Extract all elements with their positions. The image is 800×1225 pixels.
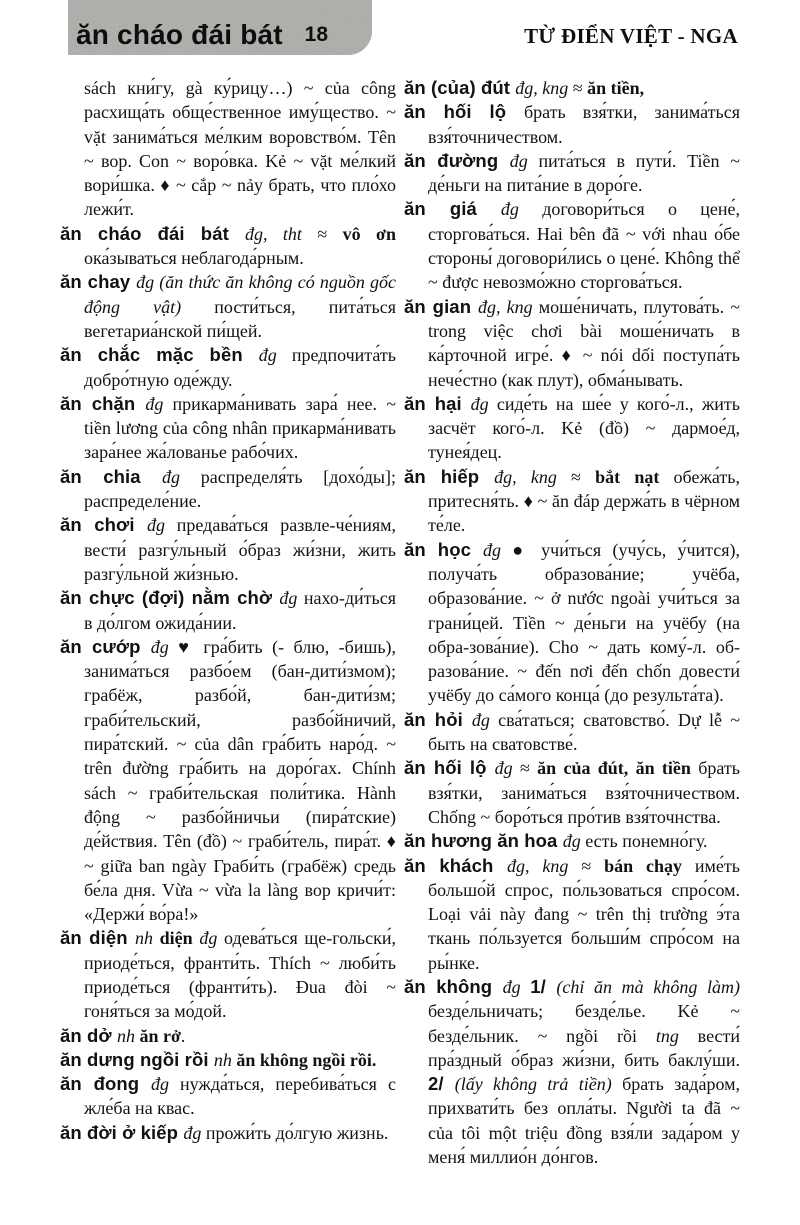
running-head <box>0 0 800 56</box>
headword: ăn chơi <box>60 514 148 536</box>
entry-text: предпочита́ть добро́тную оде́жду. <box>84 345 396 390</box>
headword: ăn hại <box>404 392 471 414</box>
entry-text: пости́ться, пита́ться вегетариа́нской пи́щей. <box>84 296 396 341</box>
dictionary-title: TỪ ĐIỂN VIỆT - NGA <box>524 24 738 48</box>
entry-text: пита́ться в пути́. Tiền ~ де́ньги на пита́ние в доро́ге. <box>428 150 740 196</box>
headword: ăn hương ăn hoa <box>404 830 563 852</box>
dictionary-entry <box>404 756 740 829</box>
grammar-label: đg <box>502 976 531 997</box>
dictionary-entry <box>404 465 740 538</box>
grammar-label: đg <box>500 199 543 220</box>
headword: 1/ <box>530 975 557 997</box>
entry-text: прикарма́нивать зара́ нее. ~ tiền lương của công nhân прикарма́нивать зара́нее жа́лованье рабо́чих. <box>84 393 397 463</box>
grammar-label: nh <box>213 1049 237 1070</box>
dictionary-entry <box>60 586 396 635</box>
headword: ăn khách <box>404 854 508 876</box>
dictionary-entry <box>404 76 740 100</box>
grammar-label: đg <box>258 345 292 366</box>
grammar-label: (chỉ ăn mà không làm) <box>556 976 741 997</box>
entry-text: ≈ <box>317 223 343 244</box>
dictionary-entry <box>404 538 740 708</box>
dictionary-entry <box>60 392 396 465</box>
grammar-label: đg <box>562 831 586 852</box>
left-column <box>60 76 396 1169</box>
entry-text: нужда́ться, перебива́ться с жле́ба на квас. <box>84 1074 396 1119</box>
headword: ăn chực (đợi) nằm chờ <box>60 587 280 609</box>
grammar-label: (lấy không trả tiền) <box>454 1074 623 1095</box>
cross-reference: vô ơn <box>342 223 396 244</box>
dictionary-entry <box>60 1072 396 1121</box>
grammar-label: đg (ăn thức ăn không có nguồn gốc động vật) <box>84 272 396 317</box>
dictionary-entry <box>404 100 740 149</box>
entry-text: ● учи́ться (учу́сь, у́чится), получа́ть образова́ние; учёба, образова́ние. ~ ở nước ngoài учи́ться за грани́цей. Tiền ~ де́ньги на учёбу (на обра-зова́ние). Cho ~ дать кому́-л. об-разова́ние. ~ đến nơi đến chốn довести́ учёбу до са́мого конца́ (до результа́та). <box>428 539 740 706</box>
headword: ăn đường <box>404 149 510 171</box>
entry-text: брать взя́тки, занима́ться взя́точничеством. <box>428 102 740 147</box>
cross-reference: bắt nạt <box>595 466 674 487</box>
grammar-label: đg <box>147 515 177 536</box>
entry-text: . <box>180 1025 186 1046</box>
grammar-label: nh <box>135 928 160 949</box>
entry-text: моше́ничать, плутова́ть. ~ trong việc chơi bài моше́ничать в ка́рточной игре́. ♦ ~ nói dối поступа́ть нече́стно (как плут), обма́нывать. <box>428 296 740 390</box>
headword: ăn chia <box>60 465 163 487</box>
dictionary-entry <box>60 465 396 514</box>
cross-reference: diện <box>159 928 200 949</box>
right-column <box>404 76 740 1169</box>
grammar-label: đg <box>494 758 520 779</box>
cross-reference: ăn tiền, <box>587 78 645 98</box>
guide-word: ăn cháo đái bát <box>76 19 283 50</box>
grammar-label: đg <box>279 588 304 609</box>
entry-text: сиде́ть на ше́е у кого́-л., жить засчёт кого́-л. Kẻ (đồ) ~ дармое́д, тунея́дец. <box>428 393 740 463</box>
dictionary-entry <box>404 295 740 392</box>
entry-text: есть понемно́гу. <box>585 831 708 852</box>
dictionary-entry <box>60 270 396 343</box>
dictionary-entry <box>60 513 396 586</box>
headword: ăn chặn <box>60 392 146 414</box>
headword: ăn diện <box>60 927 136 949</box>
headword: ăn chay <box>60 271 137 293</box>
grammar-label: tng <box>655 1025 698 1046</box>
dictionary-entry <box>60 222 396 271</box>
dictionary-entry <box>60 1024 396 1048</box>
entry-text: вести́ пра́здный о́браз жи́зни, бить баклу́ши. <box>428 1025 740 1070</box>
page-number: 18 <box>304 23 328 46</box>
dictionary-entry <box>404 708 740 757</box>
headword: ăn hối lộ <box>404 757 495 779</box>
grammar-label: đg <box>162 466 201 487</box>
entry-text: име́ть большо́й спрос, по́льзоваться спро́сом. Loại vải này đang ~ trên thị trường э́та ткань по́льзуется больши́м спро́сом на ры́нке. <box>428 855 740 973</box>
grammar-label: đg, kng <box>477 296 539 317</box>
grammar-label: đg <box>183 1122 206 1143</box>
dictionary-entry <box>404 149 740 198</box>
headword: ăn cháo đái bát <box>60 222 246 244</box>
entry-text: распределя́ть [дохо́ды]; распределе́ние. <box>84 466 397 512</box>
dictionary-entry <box>60 926 396 1023</box>
dictionary-entry <box>404 975 740 1169</box>
headword: ăn hỏi <box>404 708 472 730</box>
headword: ăn đong <box>60 1073 151 1095</box>
grammar-label: đg <box>470 393 497 414</box>
headword: ăn không <box>404 975 503 997</box>
cross-reference: ăn của đút, ăn tiền <box>537 758 699 779</box>
grammar-label: đg <box>150 1074 181 1095</box>
headword: ăn cướp <box>60 635 151 657</box>
grammar-label: đg <box>199 928 224 949</box>
dictionary-entry <box>404 854 740 975</box>
entry-text: обежа́ть, притесня́ть. ♦ ~ ăn đáp держа́ть в чёрном те́ле. <box>428 466 740 536</box>
headword: ăn giá <box>404 198 501 220</box>
entry-text: брать взя́тки, занима́ться взя́точничеством. Chống ~ боро́ться про́тив взя́точнства. <box>428 758 740 827</box>
dictionary-entry <box>404 197 740 294</box>
grammar-label: đg <box>471 709 499 730</box>
headword: ăn học <box>404 538 483 560</box>
grammar-label: đg, tht <box>245 223 318 244</box>
entry-continuation <box>60 76 396 222</box>
headword: ăn hối lộ <box>404 101 524 123</box>
dictionary-entry <box>60 343 396 392</box>
headword: ăn dưng ngồi rồi <box>60 1048 214 1070</box>
dictionary-entry <box>404 392 740 465</box>
headword: 2/ <box>428 1073 455 1095</box>
dictionary-entry <box>60 1048 396 1072</box>
entry-text: безде́льничать; безде́лье. Kẻ ~ безде́льник. ~ ngồi rồi <box>428 1001 740 1046</box>
grammar-label: đg <box>509 150 539 171</box>
entry-text: ≈ <box>581 855 605 876</box>
headword: ăn dở <box>60 1024 117 1046</box>
cross-reference: ăn rở <box>139 1025 181 1046</box>
entry-text: ≈ <box>571 466 596 487</box>
entry-text: sách кни́гу, gà ку́рицу…) ~ của công расхища́ть обще́ственное иму́щество. ~ vặt занима́ться ме́лким воровство́м. Tên ~ вор. Con ~ воро́вка. Kẻ ~ vặt ме́лкий вори́шка. ♦ ~ cắp ~ nảy брать, что пло́хо лежи́т. <box>84 78 396 220</box>
entry-text: ≈ <box>519 758 538 779</box>
grammar-label: nh <box>116 1025 140 1046</box>
headword: ăn chắc mặc bền <box>60 344 259 366</box>
text-columns <box>60 76 740 1169</box>
entry-text: сва́таться; сватовство́. Dự lễ ~ быть на сватовстве́. <box>428 709 741 755</box>
dictionary-entry <box>60 635 396 927</box>
grammar-label: đg <box>145 393 173 414</box>
headword: ăn gian <box>404 295 478 317</box>
dictionary-entry <box>60 1121 396 1145</box>
entry-text: ≈ <box>572 78 588 98</box>
grammar-label: đg, kng <box>494 466 572 487</box>
headword: ăn hiếp <box>404 465 495 487</box>
headword: ăn đời ở kiếp <box>60 1121 184 1143</box>
grammar-label: đg, kng <box>507 855 582 876</box>
entry-text: прожи́ть до́лгую жизнь. <box>205 1122 389 1143</box>
cross-reference: bán chạy <box>604 855 695 876</box>
entry-text: договори́ться о цене́, сторгова́ться. Hai bên đã ~ với nhau о́бе стороны́ договори́лись о цене́. Không thể ~ được невозмо́жно сторгова́ться. <box>428 199 740 293</box>
grammar-label: đg, kng <box>515 78 573 98</box>
entry-text: брать зада́ром, прихвати́ть без опла́ты. Người ta đã ~ của tôi một triệu đồng взя́ли зада́ром у меня́ миллио́н до́нгов. <box>428 1074 740 1168</box>
entry-text: нахо-ди́ться в до́лгом ожида́нии. <box>84 588 396 633</box>
guide-word-tab <box>68 0 372 55</box>
grammar-label: đg <box>483 539 513 560</box>
grammar-label: đg <box>150 636 179 657</box>
cross-reference: ăn không ngồi rồi. <box>236 1049 377 1070</box>
dictionary-entry <box>404 829 740 853</box>
entry-text: предава́ться развле-че́ниям, вести́ разгу́льный о́браз жи́зни, жить разгу́льной жи́знью. <box>84 515 397 584</box>
headword: ăn (của) đút <box>404 77 516 98</box>
entry-text: ока́зываться неблагода́рным. <box>84 248 304 269</box>
entry-text: ♥ гра́бить (- блю, -бишь), занима́ться разбо́ем (бан-дити́змом); грабёж, разбо́й, бан-дити́зм; граби́тельский, разбо́йничий, пира́тский. ~ của dân гра́бить наро́д. ~ trên đường гра́бить на доро́гах. Chính sách ~ граби́тельская поли́тика. Hành động ~ разбо́йничьи (пира́тские) де́йствия. Tên (đồ) ~ граби́тель, пира́т. ♦ ~ giữa ban ngày Граби́ть (грабёж) средь бе́ла дня. Vừa ~ vừa la làng вор кричи́т: «Держи́ во́ра!» <box>84 636 397 925</box>
entry-text: одева́ться ще-гольски́, приоде́ться, франти́ть. Thích ~ люби́ть приоде́ться (франти́ть). Đua đòi ~ гоня́ться за мо́дой. <box>84 928 397 1022</box>
